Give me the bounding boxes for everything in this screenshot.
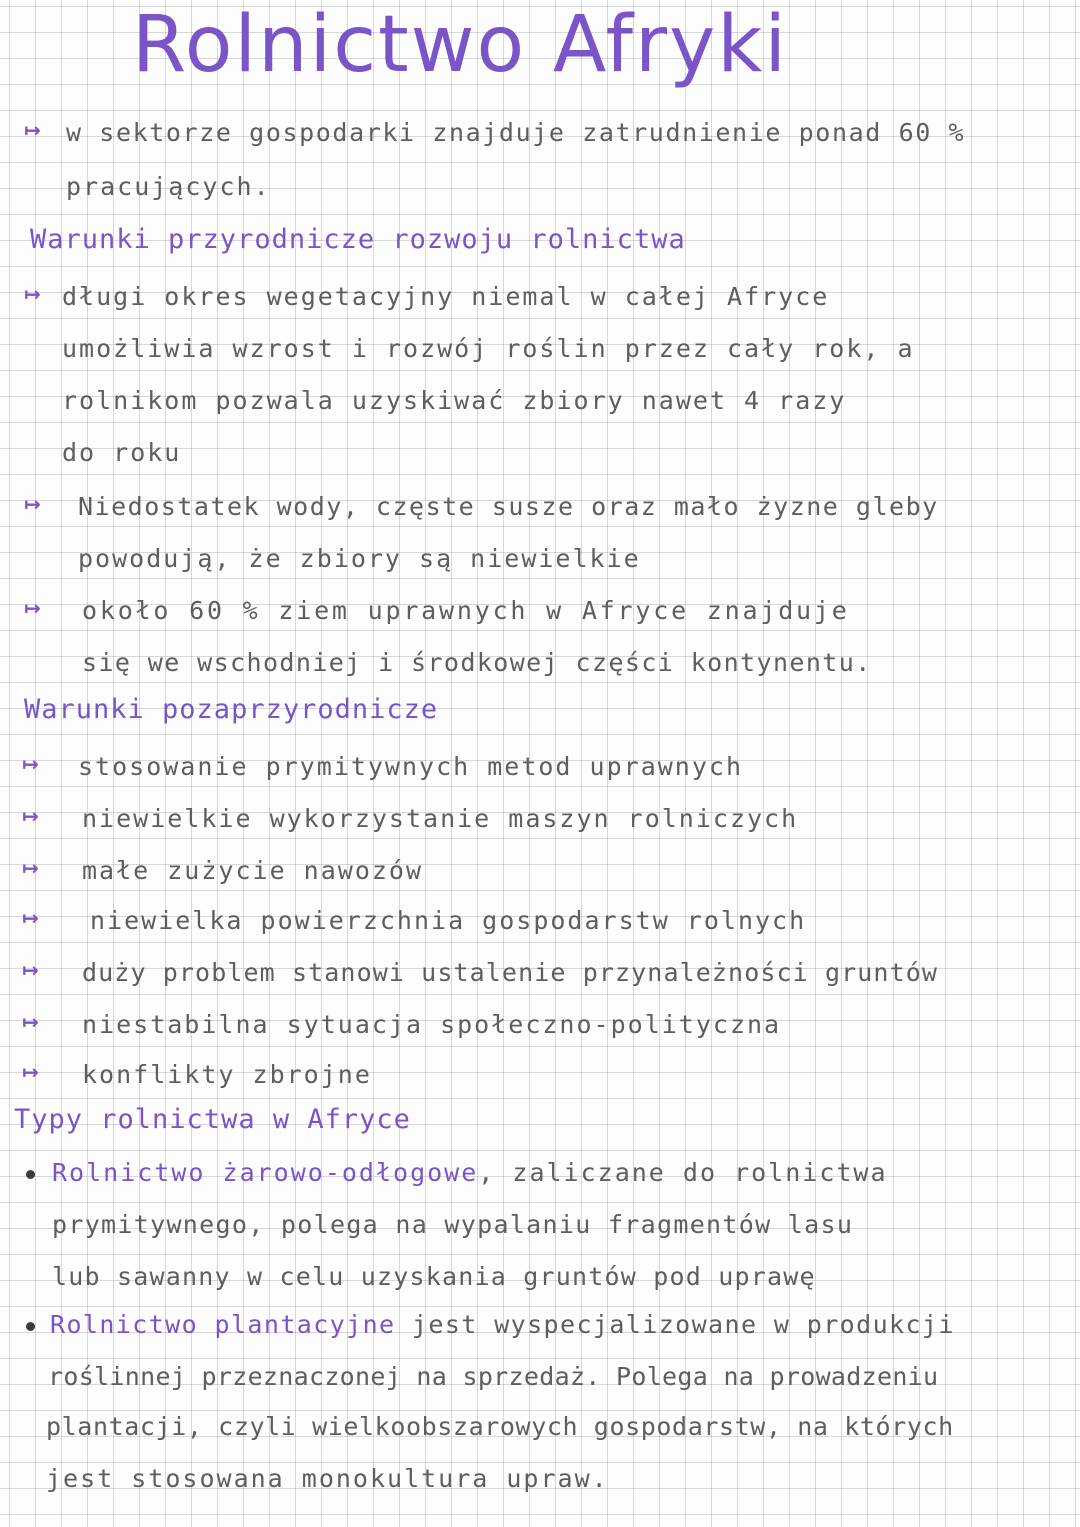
- natural-item-3-line-2: się we wschodniej i środkowej części kontynentu.: [82, 648, 872, 677]
- dot-bullet-icon: [26, 1322, 35, 1331]
- section-heading-non-natural-conditions: Warunki pozaprzyrodnicze: [24, 694, 439, 725]
- intro-line-1: w sektorze gospodarki znajduje zatrudnienie ponad 60 %: [66, 118, 966, 147]
- arrow-bullet-icon: ↦: [22, 1060, 39, 1084]
- type-1-line-1: [52, 1158, 888, 1187]
- arrow-bullet-icon: ↦: [24, 492, 41, 516]
- intro-line-2: pracujących.: [66, 172, 271, 201]
- page-title: Rolnictwo Afryki: [132, 0, 789, 90]
- type-1-term: Rolnictwo żarowo-odłogowe: [52, 1158, 479, 1187]
- arrow-bullet-icon: ↦: [22, 856, 39, 880]
- arrow-bullet-icon: ↦: [24, 118, 41, 142]
- arrow-bullet-icon: ↦: [22, 958, 39, 982]
- section-heading-agriculture-types: Typy rolnictwa w Afryce: [14, 1104, 411, 1135]
- section-heading-natural-conditions: Warunki przyrodnicze rozwoju rolnictwa: [30, 224, 686, 255]
- non-natural-item-2: niewielkie wykorzystanie maszyn rolniczych: [82, 804, 799, 833]
- non-natural-item-5: duży problem stanowi ustalenie przynależności gruntów: [82, 958, 939, 987]
- natural-item-1-line-2: umożliwia wzrost i rozwój roślin przez cały rok, a: [62, 334, 915, 363]
- non-natural-item-7: konflikty zbrojne: [82, 1060, 372, 1089]
- arrow-bullet-icon: ↦: [22, 752, 39, 776]
- arrow-bullet-icon: ↦: [22, 906, 39, 930]
- natural-item-1-line-1: długi okres wegetacyjny niemal w całej Afryce: [62, 282, 830, 311]
- type-1-line-2: prymitywnego, polega na wypalaniu fragmentów lasu: [52, 1210, 854, 1239]
- non-natural-item-6: niestabilna sytuacja społeczno-polityczna: [82, 1010, 782, 1039]
- natural-item-1-line-4: do roku: [62, 438, 182, 467]
- type-2-line-1-rest: jest wyspecjalizowane w produkcji: [395, 1310, 955, 1339]
- natural-item-2-line-1: Niedostatek wody, częste susze oraz mało żyzne gleby: [78, 492, 939, 521]
- arrow-bullet-icon: ↦: [22, 804, 39, 828]
- arrow-bullet-icon: ↦: [22, 1010, 39, 1034]
- type-1-line-3: lub sawanny w celu uzyskania gruntów pod uprawę: [52, 1262, 816, 1291]
- arrow-bullet-icon: ↦: [24, 596, 41, 620]
- type-2-term: Rolnictwo plantacyjne: [50, 1310, 396, 1339]
- natural-item-3-line-1: około 60 % ziem uprawnych w Afryce znajduje: [82, 596, 850, 625]
- natural-item-2-line-2: powodują, że zbiory są niewielkie: [78, 544, 641, 573]
- natural-item-1-line-3: rolnikom pozwala uzyskiwać zbiory nawet 4 razy: [62, 386, 847, 415]
- arrow-bullet-icon: ↦: [24, 282, 41, 306]
- dot-bullet-icon: [26, 1170, 35, 1179]
- non-natural-item-4: niewielka powierzchnia gospodarstw rolnych: [90, 906, 807, 935]
- type-2-line-2: roślinnej przeznaczonej na sprzedaż. Polega na prowadzeniu: [48, 1362, 939, 1391]
- type-2-line-4: jest stosowana monokultura upraw.: [46, 1464, 609, 1493]
- non-natural-item-3: małe zużycie nawozów: [82, 856, 424, 885]
- type-1-line-1-rest: , zaliczane do rolnictwa: [478, 1158, 888, 1187]
- type-2-line-1: [50, 1310, 955, 1339]
- type-2-line-3: plantacji, czyli wielkoobszarowych gospodarstw, na których: [46, 1412, 954, 1441]
- non-natural-item-1: stosowanie prymitywnych metod uprawnych: [78, 752, 743, 781]
